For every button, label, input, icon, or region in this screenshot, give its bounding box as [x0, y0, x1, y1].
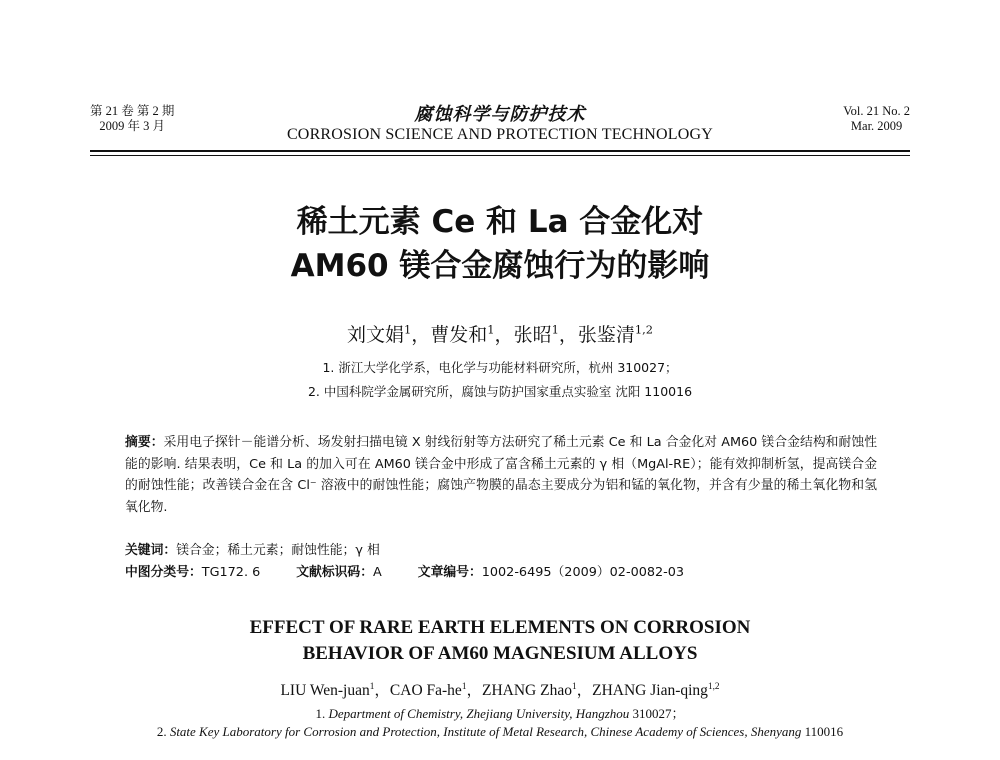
author-cn: 刘文娟$^1$，	[347, 322, 431, 346]
header-rule-thick	[90, 150, 910, 152]
title-en-line-1: EFFECT OF RARE EARTH ELEMENTS ON CORROSION	[249, 617, 751, 638]
running-header	[90, 104, 910, 150]
document-code: 文献标识码：A	[296, 565, 382, 580]
authors-en	[100, 681, 900, 701]
clc-number: 中图分类号：TG172. 6	[125, 565, 261, 580]
keywords-cn	[125, 541, 877, 561]
paper-title-cn	[100, 200, 900, 288]
journal-name-en: CORROSION SCIENCE AND PROTECTION TECHNOLOGY	[286, 126, 714, 143]
paper-title-en	[100, 615, 900, 667]
classification-line	[125, 563, 877, 583]
issue-info-en	[843, 104, 910, 134]
header-rule-thin	[90, 155, 910, 156]
keywords-label: 关键词：	[125, 543, 177, 558]
issue-cn: 第 21 卷 第 2 期	[90, 104, 175, 118]
author-en: CAO $Fa-he^1$，	[389, 681, 482, 699]
abstract-label: 摘要：	[125, 435, 164, 450]
affiliation-cn-2: 2. 中国科院学金属研究所，腐蚀与防护国家重点实验室 沈阳 110016	[307, 384, 693, 399]
affiliation-en-2: 2. State Key Laboratory for Corrosion and Protection, Institute of Metal Research, Chinese Academy of Sciences, Shenyang 110016	[156, 724, 844, 739]
title-en-line-2: BEHAVIOR OF AM60 MAGNESIUM ALLOYS	[302, 643, 698, 664]
title-cn-line-2: AM60 镁合金腐蚀行为的影响	[290, 248, 710, 284]
author-en: LIU Wen-juan$^1$，	[280, 681, 390, 699]
date-en: Mar. 2009	[850, 119, 903, 133]
abstract-text: 采用电子探针－能谱分析、场发射扫描电镜 X 射线衍射等方法研究了稀土元素 Ce 和 La 合金化对 AM60 镁合金结构和耐蚀性能的影响. 结果表明，Ce 和 La 的加入可在 AM60 镁合金中形成了富含稀土元素的 γ 相（MgAl-RE）；能有效抑制析氢，提高镁合金的耐蚀性能；改善镁合金在含 Cl⁻ 溶液中的耐蚀性能；腐蚀产物膜的晶态主要成分为铝和锰的氧化物，并含有少量的稀土氧化物和氢氧化物.	[125, 435, 878, 515]
keywords-text: 镁合金；稀土元素；耐蚀性能；γ 相	[176, 543, 380, 558]
abstract-cn	[125, 432, 877, 518]
author-en: ZHANG Jian-qing$^{1,2}$	[592, 681, 720, 699]
journal-name-cn: 腐蚀科学与防护技术	[414, 104, 586, 124]
author-en: ZHANG Zhao$^1$，	[481, 681, 593, 699]
title-cn-line-1: 稀土元素 Ce 和 La 合金化对	[296, 204, 704, 240]
journal-name	[250, 104, 750, 145]
author-cn: 曹发和$^1$，	[430, 322, 514, 346]
authors-cn	[100, 323, 900, 347]
author-cn: 张昭$^1$，	[513, 322, 578, 346]
date-cn: 2009 年 3 月	[99, 119, 166, 133]
article-number: 文章编号：1002-6495（2009）02-0082-03	[417, 565, 685, 580]
volume-en: Vol. 21 No. 2	[843, 104, 910, 118]
issue-info-cn	[90, 104, 174, 134]
author-cn: 张鉴清$^{1,2}$	[577, 322, 653, 346]
affiliation-cn-1: 1. 浙江大学化学系，电化学与功能材料研究所，杭州 310027；	[322, 360, 678, 375]
affiliation-en-1: 1. Department of Chemistry, Zhejiang University, Hangzhou 310027；	[315, 706, 685, 721]
